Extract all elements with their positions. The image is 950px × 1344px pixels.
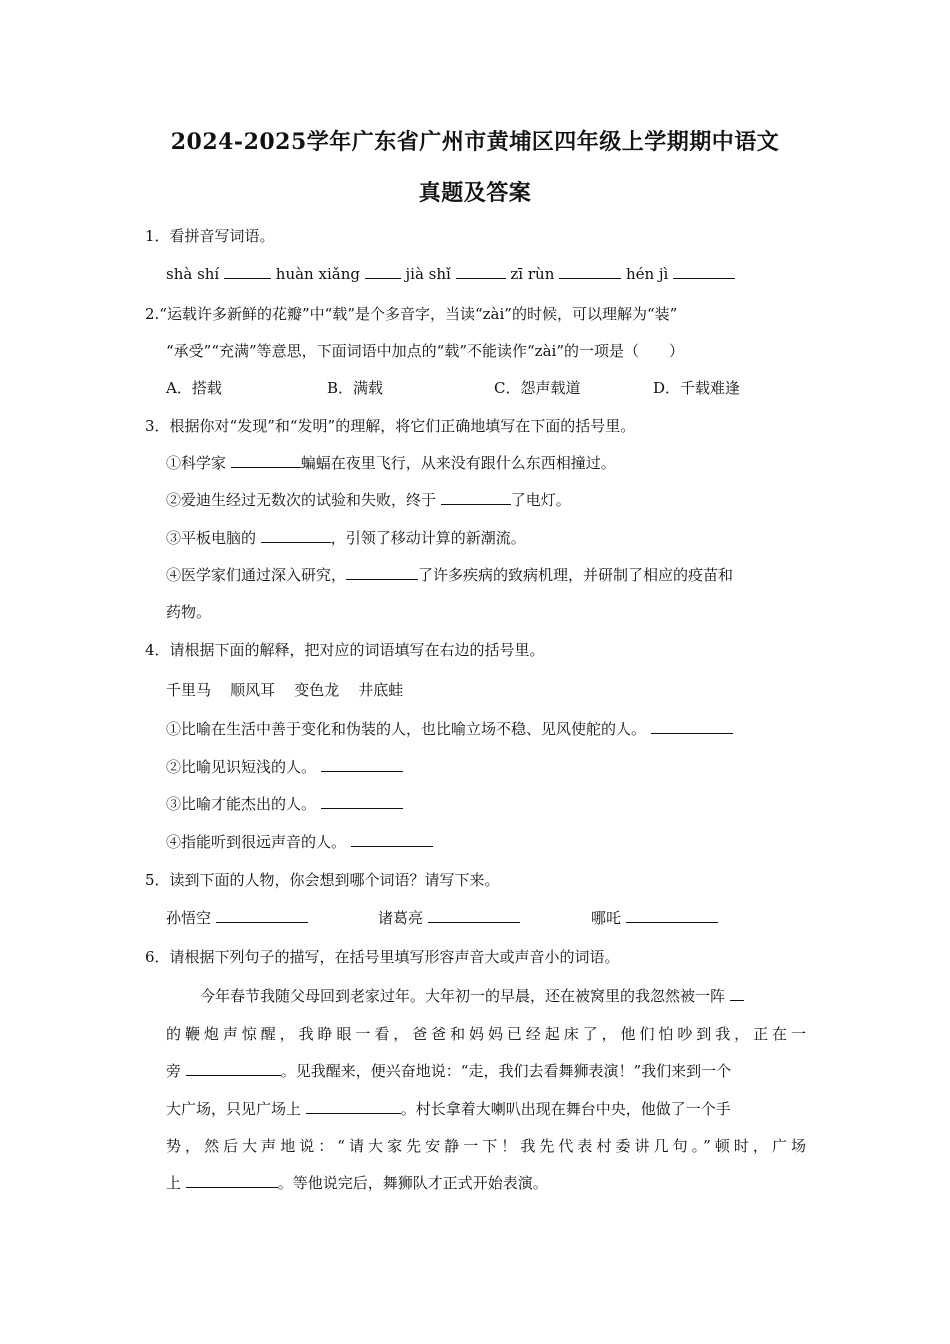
- q3-item-1-text: ①科学家: [166, 454, 227, 472]
- q6-para-line3-text: 旁: [166, 1062, 182, 1080]
- q6-para-line4-text: 大广场，只见广场上: [166, 1100, 302, 1118]
- q3-item-3-text: ③平板电脑的: [166, 529, 257, 547]
- q5-person-2: [378, 908, 520, 928]
- answer-blank[interactable]: [559, 264, 621, 279]
- answer-blank[interactable]: [261, 528, 331, 543]
- answer-blank[interactable]: [321, 757, 403, 772]
- q4-item-1: [166, 719, 733, 739]
- answer-blank[interactable]: [441, 490, 511, 505]
- q1-prompt: 1．看拼音写词语。: [145, 227, 275, 245]
- q6-para-line1-text: 今年春节我随父母回到老家过年。大年初一的早晨，还在被窝里的我忽然被一阵: [200, 987, 726, 1005]
- q3-item-4-cont: 药物。: [166, 603, 212, 621]
- q3-item-1: [166, 453, 616, 473]
- q3-item-2: [166, 490, 571, 510]
- answer-blank[interactable]: [626, 908, 718, 923]
- q3-item-2-text2: 了电灯。: [510, 491, 571, 509]
- q5-person-1: [166, 908, 308, 928]
- answer-blank[interactable]: [730, 986, 744, 1001]
- q2-option-d[interactable]: D．千载难逢: [653, 379, 741, 397]
- q4-prompt: 4．请根据下面的解释，把对应的词语填写在右边的括号里。: [145, 641, 545, 659]
- q3-prompt: 3．根据你对“发现”和“发明”的理解，将它们正确地填写在下面的括号里。: [145, 417, 636, 435]
- q4-item-1-text: ①比喻在生活中善于变化和伪装的人，也比喻立场不稳、见风使舵的人。: [166, 720, 647, 738]
- pinyin-2: huàn xiǎng: [275, 265, 360, 283]
- q4-item-2: [166, 757, 403, 777]
- q3-item-4-text2: 了许多疾病的致病机理，并研制了相应的疫苗和: [418, 566, 734, 584]
- q6-para-line4-text2: 。村长拿着大喇叭出现在舞台中央，他做了一个手: [400, 1100, 731, 1118]
- q3-item-3: [166, 528, 526, 548]
- pinyin-5: hén jì: [625, 265, 669, 283]
- q5-prompt: 5．读到下面的人物，你会想到哪个词语？请写下来。: [145, 871, 500, 889]
- q1-pinyin-row: [166, 264, 735, 284]
- q3-item-3-text2: ，引领了移动计算的新潮流。: [330, 529, 526, 547]
- answer-blank[interactable]: [231, 453, 301, 468]
- q6-para-line6-text2: 。等他说完后，舞狮队才正式开始表演。: [277, 1174, 548, 1192]
- pinyin-3: jià shǐ: [405, 265, 451, 283]
- word-bianselong: 变色龙: [294, 681, 340, 699]
- q6-para-line6: [166, 1173, 548, 1193]
- pinyin-4: zī rùn: [510, 265, 555, 283]
- q4-item-4-text: ④指能听到很远声音的人。: [166, 833, 347, 851]
- answer-blank[interactable]: [306, 1099, 401, 1114]
- person-zhugeliang: 诸葛亮: [378, 909, 424, 927]
- answer-blank[interactable]: [321, 794, 403, 809]
- q2-line2-text: “承受”“充满”等意思，下面词语中加点的“载”不能读作“zài”的一项是（: [166, 342, 639, 360]
- answer-blank[interactable]: [216, 908, 308, 923]
- q6-para-line6-text: 上: [166, 1174, 182, 1192]
- q2-option-c[interactable]: C．怨声载道: [494, 379, 581, 397]
- answer-blank[interactable]: [186, 1061, 281, 1076]
- answer-blank[interactable]: [224, 264, 271, 279]
- pinyin-1: shà shí: [166, 265, 220, 283]
- q4-item-2-text: ②比喻见识短浅的人。: [166, 758, 317, 776]
- q2-option-a[interactable]: A．搭载: [166, 379, 222, 397]
- word-jingdiwa: 井底蛙: [358, 681, 404, 699]
- answer-blank[interactable]: [365, 264, 401, 279]
- q4-item-3-text: ③比喻才能杰出的人。: [166, 795, 317, 813]
- q2-line2: [166, 341, 684, 361]
- q5-person-3: [591, 908, 718, 928]
- q6-para-line1: [200, 986, 744, 1006]
- word-shunfenger: 顺风耳: [230, 681, 276, 699]
- person-nezha: 哪吒: [591, 909, 622, 927]
- word-qianlima: 千里马: [166, 681, 212, 699]
- answer-blank[interactable]: [428, 908, 520, 923]
- doc-title-line2: 真题及答案: [418, 180, 532, 206]
- q6-para-line3-text2: 。见我醒来，便兴奋地说：“走，我们去看舞狮表演！”我们来到一个: [280, 1062, 732, 1080]
- q4-item-4: [166, 832, 433, 852]
- q2-option-b[interactable]: B．满载: [327, 379, 384, 397]
- q6-para-line2: 的鞭炮声惊醒，我睁眼一看，爸爸和妈妈已经起床了，他们怕吵到我，正在一: [166, 1025, 806, 1043]
- q3-item-2-text: ②爱迪生经过无数次的试验和失败，终于: [166, 491, 437, 509]
- q6-prompt: 6．请根据下列句子的描写，在括号里填写形容声音大或声音小的词语。: [145, 948, 620, 966]
- q3-item-4-text: ④医学家们通过深入研究，: [166, 566, 347, 584]
- q6-para-line3: [166, 1061, 731, 1081]
- answer-blank[interactable]: [186, 1173, 278, 1188]
- q2-line2-close: ）: [669, 342, 685, 360]
- answer-blank[interactable]: [351, 832, 433, 847]
- q4-item-3: [166, 794, 403, 814]
- person-sunwukong: 孙悟空: [166, 909, 212, 927]
- q2-line1: 2.“运载许多新鲜的花瓣”中“载”是个多音字，当读“zài”的时候，可以理解为“装”: [145, 305, 678, 323]
- answer-blank[interactable]: [651, 719, 733, 734]
- doc-title-line1: 2024-2025学年广东省广州市黄埔区四年级上学期期中语文: [170, 129, 780, 155]
- answer-blank[interactable]: [673, 264, 735, 279]
- q6-para-line5: 势，然后大声地说：“请大家先安静一下！我先代表村委讲几句。”顿时，广场: [166, 1137, 806, 1155]
- q3-item-4: [166, 565, 733, 585]
- answer-blank[interactable]: [456, 264, 506, 279]
- answer-blank[interactable]: [346, 565, 418, 580]
- q4-word-bank: [166, 680, 403, 700]
- q6-para-line4: [166, 1099, 731, 1119]
- q3-item-1-text2: 蝙蝠在夜里飞行，从来没有跟什么东西相撞过。: [300, 454, 616, 472]
